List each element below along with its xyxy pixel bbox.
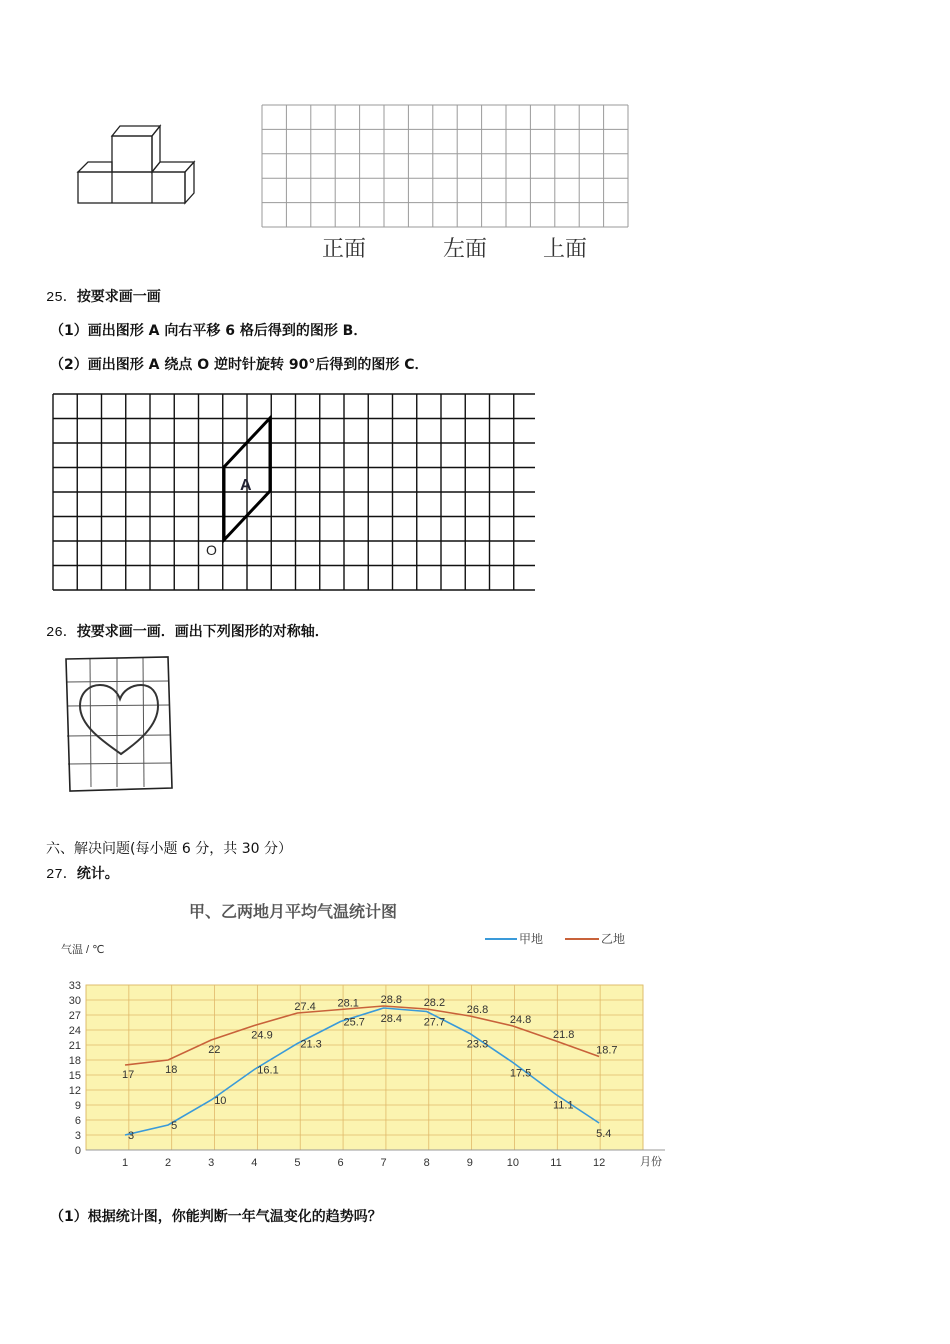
legend-jia: 甲地 bbox=[519, 932, 544, 946]
q25-part1: （1）画出图形 A 向右平移 6 格后得到的图形 B． bbox=[50, 323, 368, 339]
heart-figure bbox=[64, 654, 176, 796]
data-label-jia: 17.5 bbox=[509, 1067, 532, 1080]
data-label-jia: 23.3 bbox=[466, 1038, 489, 1051]
x-tick-label: 11 bbox=[550, 1157, 562, 1169]
view-label-front: 正面 bbox=[322, 237, 367, 262]
chart-xlabel: 月份 bbox=[640, 1156, 662, 1168]
data-label-yi: 22 bbox=[208, 1044, 221, 1056]
data-label-yi: 24.9 bbox=[251, 1029, 273, 1042]
x-tick-label: 12 bbox=[592, 1157, 606, 1169]
shape-a-label: A bbox=[240, 477, 252, 494]
data-label-jia: 5.4 bbox=[596, 1128, 612, 1140]
data-label-yi: 17 bbox=[122, 1069, 135, 1081]
y-tick-label: 27 bbox=[68, 1010, 81, 1022]
x-tick-label: 6 bbox=[337, 1157, 344, 1169]
q27-part1: （1）根据统计图，你能判断一年气温变化的趋势吗？ bbox=[50, 1209, 382, 1225]
x-tick-label: 7 bbox=[380, 1157, 387, 1169]
data-label-yi: 21.8 bbox=[553, 1029, 575, 1041]
x-tick-label: 1 bbox=[121, 1157, 129, 1169]
data-label-jia: 16.1 bbox=[257, 1064, 279, 1077]
x-tick-label: 3 bbox=[208, 1157, 215, 1169]
data-label-yi: 27.4 bbox=[294, 1001, 316, 1013]
x-tick-label: 10 bbox=[506, 1157, 520, 1169]
data-label-yi: 18.7 bbox=[596, 1044, 618, 1057]
q27-title: 统计。 bbox=[76, 866, 119, 882]
view-label-top: 上面 bbox=[543, 237, 588, 262]
x-tick-label: 4 bbox=[251, 1157, 258, 1169]
data-label-yi: 28.2 bbox=[423, 997, 446, 1009]
data-label-yi: 18 bbox=[165, 1064, 178, 1076]
block-figure bbox=[70, 120, 205, 210]
q27-heading bbox=[46, 863, 119, 883]
data-label-jia: 11.1 bbox=[553, 1099, 574, 1112]
data-label-jia: 25.7 bbox=[343, 1016, 365, 1029]
x-tick-label: 5 bbox=[294, 1157, 301, 1169]
q26-heading bbox=[46, 621, 329, 641]
q25-heading bbox=[46, 286, 161, 306]
x-tick-label: 9 bbox=[466, 1157, 473, 1169]
data-label-yi: 26.8 bbox=[466, 1004, 489, 1016]
x-tick-label: 2 bbox=[165, 1157, 172, 1169]
y-tick-label: 15 bbox=[68, 1070, 81, 1082]
chart-ylabel: 气温 / ℃ bbox=[61, 944, 105, 956]
q25-part2: （2）画出图形 A 绕点 O 逆时针旋转 90°后得到的图形 C． bbox=[50, 357, 429, 373]
q26-title: 按要求画一画．画出下列图形的对称轴． bbox=[76, 624, 329, 640]
data-label-jia: 10 bbox=[214, 1095, 227, 1107]
data-label-jia: 27.7 bbox=[423, 1016, 446, 1029]
data-label-yi: 28.1 bbox=[337, 997, 359, 1010]
heart-shape bbox=[80, 685, 158, 754]
view-label-left: 左面 bbox=[443, 237, 488, 262]
y-tick-label: 18 bbox=[68, 1055, 81, 1067]
x-tick-label: 8 bbox=[423, 1157, 430, 1169]
section6-title: 六、解决问题(每小题 6 分，共 30 分） bbox=[46, 841, 292, 857]
chart-title: 甲、乙两地月平均气温统计图 bbox=[188, 904, 398, 921]
three-view-grid bbox=[260, 103, 632, 233]
y-tick-label: 9 bbox=[74, 1100, 81, 1112]
y-tick-label: 30 bbox=[68, 995, 81, 1007]
y-tick-label: 12 bbox=[68, 1085, 81, 1097]
data-label-yi: 24.8 bbox=[509, 1014, 532, 1026]
data-label-jia: 5 bbox=[171, 1120, 178, 1132]
data-label-jia: 28.4 bbox=[380, 1013, 403, 1025]
q27-number: 27． bbox=[46, 867, 77, 883]
data-label-yi: 28.8 bbox=[380, 994, 403, 1006]
q25-title: 按要求画一画 bbox=[76, 289, 161, 305]
legend-yi: 乙地 bbox=[601, 932, 626, 946]
y-tick-label: 24 bbox=[68, 1025, 81, 1037]
y-tick-label: 33 bbox=[68, 980, 81, 992]
y-tick-label: 3 bbox=[74, 1130, 81, 1142]
y-tick-label: 0 bbox=[74, 1145, 81, 1157]
q26-number: 26． bbox=[46, 625, 77, 641]
q25-grid bbox=[51, 392, 535, 594]
y-tick-label: 21 bbox=[68, 1040, 81, 1052]
data-label-jia: 21.3 bbox=[300, 1038, 322, 1051]
q25-number: 25． bbox=[46, 290, 77, 306]
temperature-chart bbox=[55, 895, 680, 1180]
point-o-label: O bbox=[206, 542, 217, 558]
data-label-jia: 3 bbox=[128, 1130, 135, 1142]
y-tick-label: 6 bbox=[74, 1115, 81, 1127]
